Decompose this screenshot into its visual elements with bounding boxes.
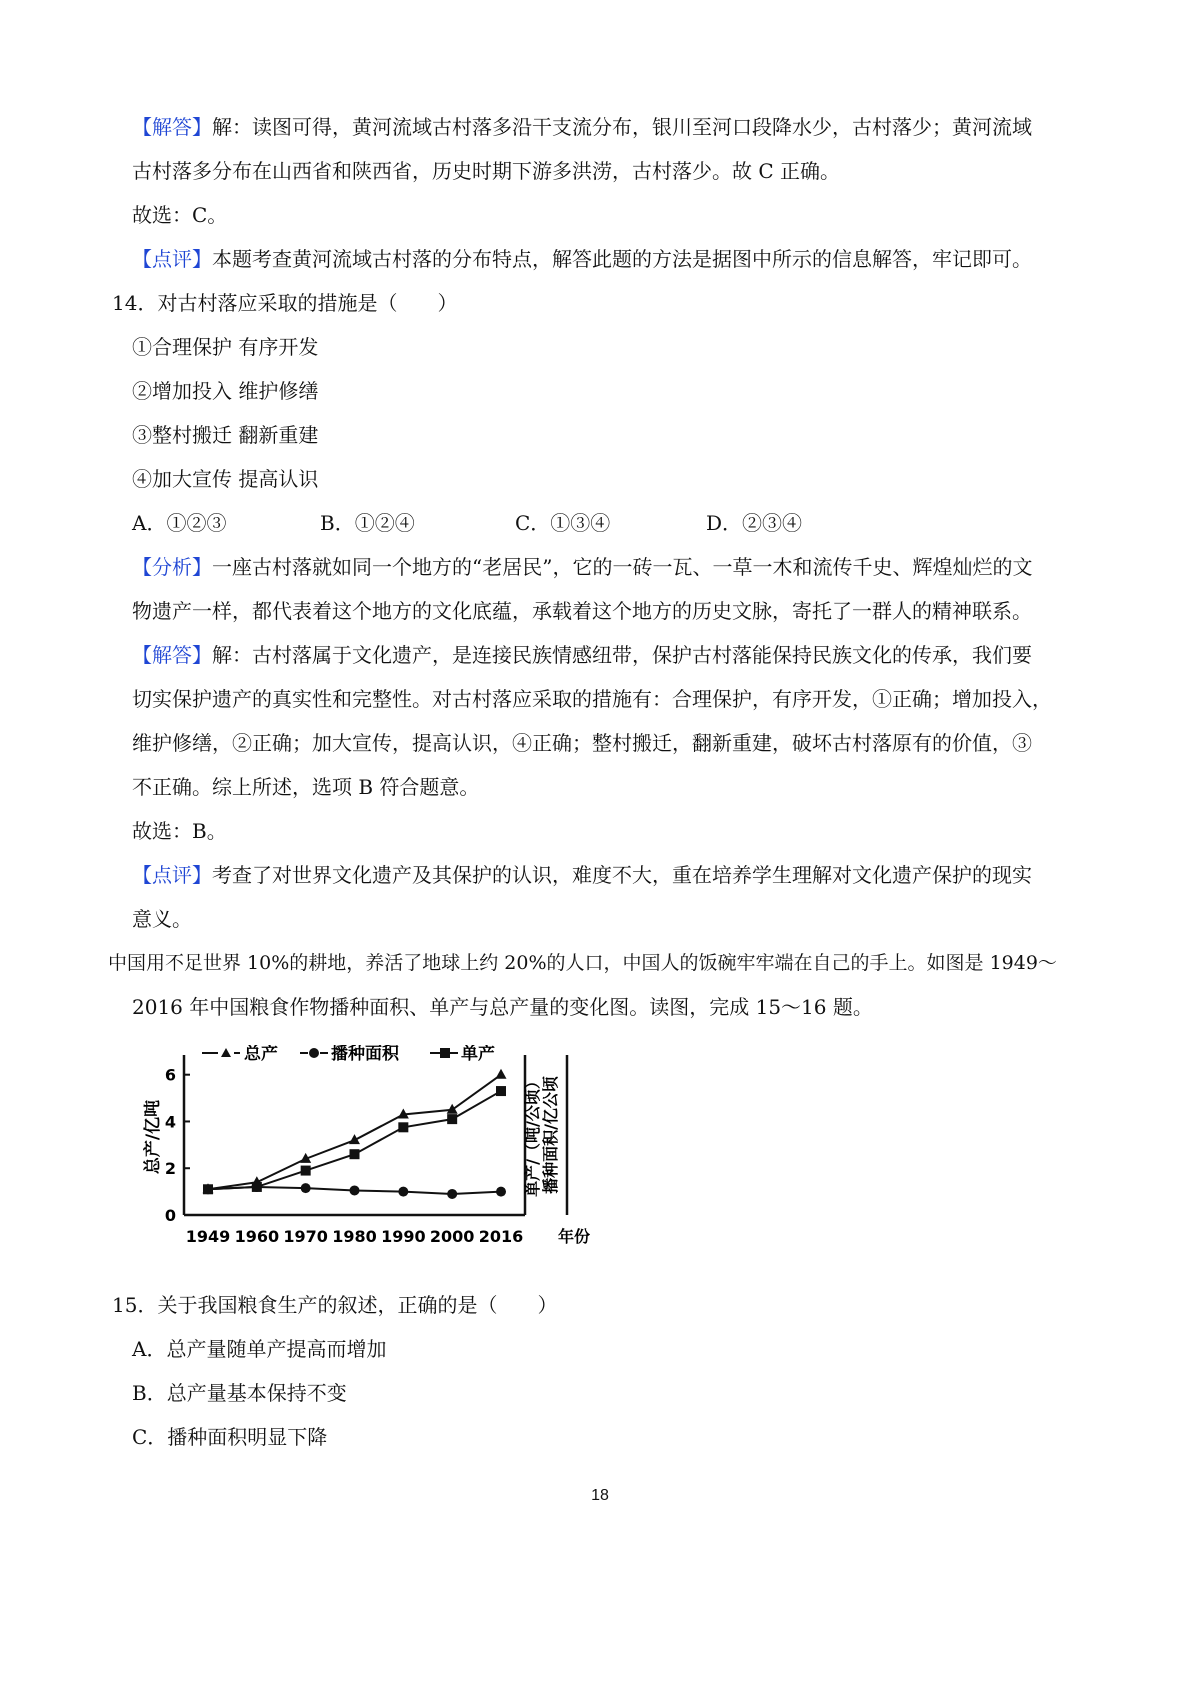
- y-tick-label: 2: [164, 1159, 176, 1179]
- answer-tag: 【解答】: [132, 115, 212, 139]
- q14-item-1: ①合理保护 有序开发: [132, 335, 319, 359]
- point-square: [447, 1114, 457, 1124]
- chart-legend: [202, 1045, 495, 1064]
- q14-answer-line-3: 维护修缮，②正确；加大宣传，提高认识，④正确；整村搬迁，翻新重建，破坏古村落原有的价值，③: [132, 731, 1032, 755]
- grain-chart: [140, 1045, 660, 1260]
- legend-label-total: 总产: [244, 1045, 278, 1064]
- q14-analysis-line-1: [132, 553, 1032, 581]
- x-tick-label: 1990: [381, 1227, 426, 1246]
- q14-option-b: B．①②④: [320, 511, 415, 535]
- y-tick-label: 4: [164, 1112, 176, 1132]
- q15-option-c: C．播种面积明显下降: [132, 1425, 328, 1449]
- comment-tag: 【点评】: [132, 247, 212, 271]
- q15-stem: 15．关于我国粮食生产的叙述，正确的是（ ）: [112, 1293, 558, 1317]
- legend-square-marker: [440, 1048, 450, 1058]
- answer-text: 解：读图可得，黄河流域古村落多沿干支流分布，银川至河口段降水少，古村落少；黄河流域: [212, 115, 1032, 139]
- y-axis-label-left: 总产/亿吨: [143, 1099, 163, 1175]
- point-circle: [496, 1187, 506, 1197]
- point-circle: [398, 1187, 408, 1197]
- q13-comment: [132, 245, 1032, 273]
- q14-option-c: C．①③④: [515, 511, 611, 535]
- intro-line-1: 中国用不足世界 10%的耕地，养活了地球上约 20%的人口，中国人的饭碗牢牢端在自己的手上。如图是 1949～: [108, 952, 1057, 974]
- legend-triangle-marker: [221, 1048, 231, 1057]
- x-tick-label: 1970: [283, 1227, 328, 1246]
- x-tick-label: 2000: [429, 1227, 475, 1246]
- point-square: [398, 1122, 408, 1132]
- point-square: [496, 1086, 506, 1096]
- comment-tag: 【点评】: [132, 863, 212, 887]
- q14-comment-line-1: [132, 861, 1032, 889]
- intro-line-2: 2016 年中国粮食作物播种面积、单产与总产量的变化图。读图，完成 15～16 题。: [132, 995, 873, 1019]
- page-number: 18: [591, 1487, 609, 1504]
- x-tick-label: 1980: [332, 1227, 377, 1246]
- q13-answer-line-1: [132, 113, 1032, 141]
- legend-label-area: 播种面积: [331, 1045, 399, 1064]
- q14-answer-line-2: 切实保护遗产的真实性和完整性。对古村落应采取的措施有：合理保护，有序开发，①正确；增加投入，: [132, 687, 1052, 711]
- analysis-text: 一座古村落就如同一个地方的“老居民”，它的一砖一瓦、一草一木和流传千史、辉煌灿烂的文: [212, 555, 1033, 579]
- point-square: [350, 1149, 360, 1159]
- y-axis-label-right-2: 播种面积/亿公顷: [541, 1076, 560, 1194]
- q14-item-3: ③整村搬迁 翻新重建: [132, 423, 319, 447]
- answer-tag: 【解答】: [132, 643, 212, 667]
- q14-stem: 14．对古村落应采取的措施是（ ）: [112, 291, 458, 315]
- answer-text: 解：古村落属于文化遗产，是连接民族情感纽带，保护古村落能保持民族文化的传承，我们要: [212, 643, 1032, 667]
- legend-circle-marker: [309, 1048, 319, 1058]
- comment-text: 考查了对世界文化遗产及其保护的认识，难度不大，重在培养学生理解对文化遗产保护的现实: [212, 863, 1032, 887]
- y-axis-label-right-1: 单产/（吨/公顷）: [523, 1073, 542, 1197]
- q14-answer-line-1: [132, 641, 1032, 669]
- y-tick-label: 6: [164, 1065, 176, 1085]
- legend-label-yield: 单产: [461, 1045, 495, 1064]
- q13-answer-line-2: 古村落多分布在山西省和陕西省，历史时期下游多洪涝，古村落少。故 C 正确。: [132, 159, 841, 183]
- q14-choice: 故选：B。: [132, 819, 227, 843]
- x-tick-label: 1960: [234, 1227, 280, 1246]
- point-circle: [350, 1185, 360, 1195]
- q14-item-4: ④加大宣传 提高认识: [132, 467, 319, 491]
- point-triangle: [496, 1069, 507, 1079]
- q15-option-b: B．总产量基本保持不变: [132, 1381, 347, 1405]
- q13-choice: 故选：C。: [132, 203, 228, 227]
- comment-text: 本题考查黄河流域古村落的分布特点，解答此题的方法是据图中所示的信息解答，牢记即可。: [212, 247, 1032, 271]
- point-square: [203, 1184, 213, 1194]
- q14-option-d: D．②③④: [706, 511, 803, 535]
- q14-item-2: ②增加投入 维护修缮: [132, 379, 319, 403]
- q14-answer-line-4: 不正确。综上所述，选项 B 符合题意。: [132, 775, 480, 799]
- point-circle: [301, 1183, 311, 1193]
- q15-option-a: A．总产量随单产提高而增加: [132, 1337, 387, 1361]
- x-axis-label: 年份: [558, 1227, 591, 1246]
- x-tick-label: 2016: [478, 1227, 524, 1246]
- point-triangle: [447, 1104, 458, 1114]
- point-circle: [447, 1189, 457, 1199]
- q14-option-a: A．①②③: [132, 511, 227, 535]
- series-line-triangle: [208, 1075, 501, 1190]
- point-square: [301, 1166, 311, 1176]
- q14-comment-line-2: 意义。: [132, 907, 192, 931]
- q14-analysis-line-2: 物遗产一样，都代表着这个地方的文化底蕴，承载着这个地方的历史文脉，寄托了一群人的精神联系。: [132, 599, 1032, 623]
- analysis-tag: 【分析】: [132, 555, 212, 579]
- y-tick-label: 0: [164, 1206, 176, 1225]
- point-square: [252, 1182, 262, 1192]
- x-tick-label: 1949: [185, 1227, 231, 1246]
- grain-chart-svg: [140, 1045, 660, 1260]
